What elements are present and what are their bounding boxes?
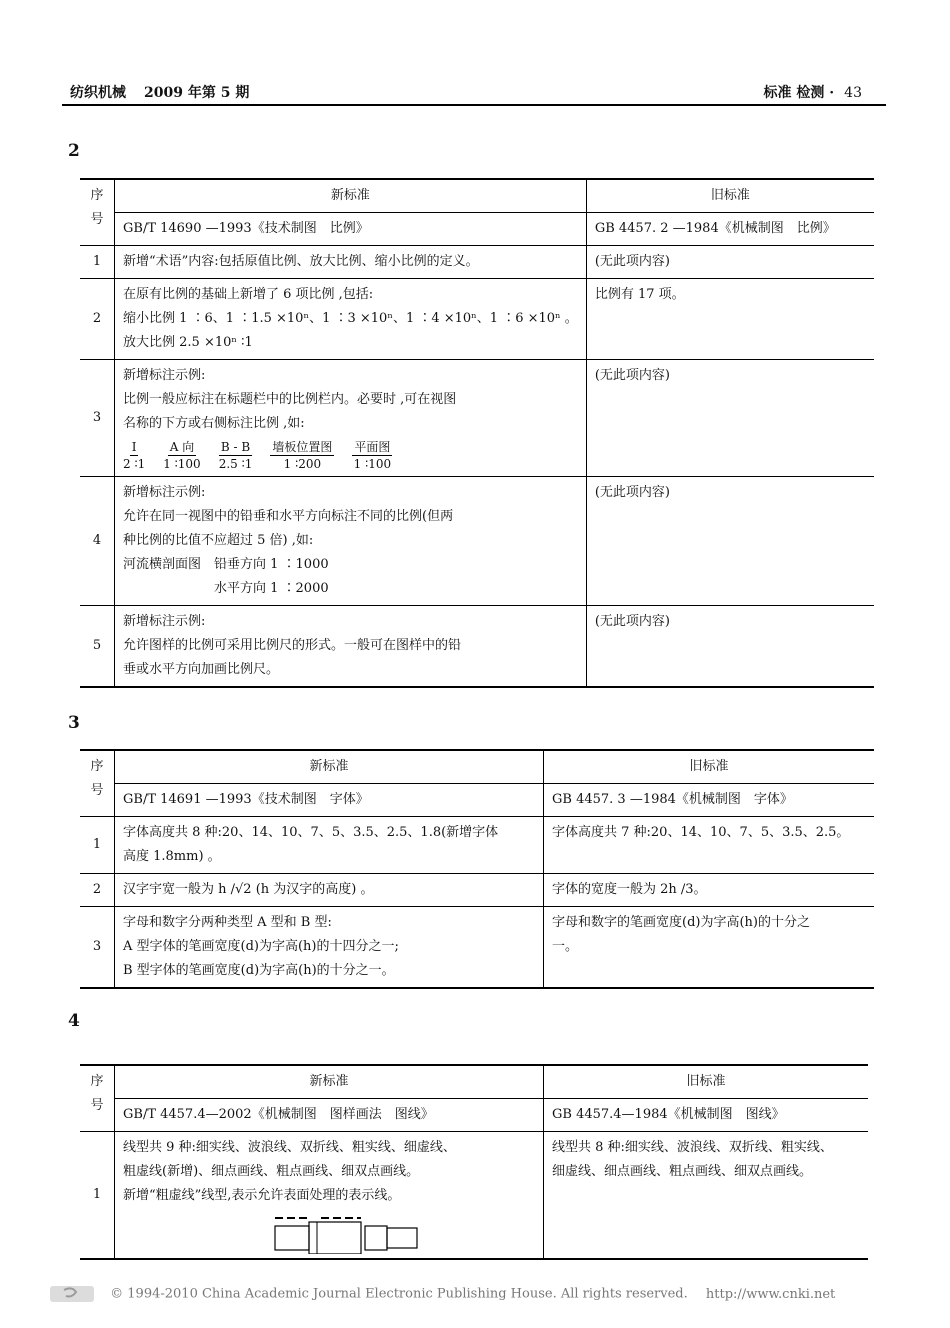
header-rule xyxy=(62,104,886,106)
new-standard-title: GB/T 14690 —1993《技术制图 比例》 xyxy=(115,213,587,246)
new-cell: 字母和数字分两种类型 A 型和 B 型: A 型字体的笔画宽度(d)为字高(h)的十四分之一; B 型字体的笔画宽度(d)为字高(h)的十分之一。 xyxy=(115,907,544,989)
section-label: 标准 检测 · xyxy=(763,85,835,101)
scale-fraction: 平面图 1 ∶100 xyxy=(353,440,392,471)
old-standard-title: GB 4457.4—1984《机械制图 图线》 xyxy=(544,1099,869,1132)
copyright-text: © 1994-2010 China Academic Journal Electronic Publishing House. All rights reserved. xyxy=(110,1286,688,1302)
table-4 xyxy=(80,1064,868,1260)
old-cell: (无此项内容) xyxy=(586,606,874,688)
new-cell: 新增标注示例: 允许在同一视图中的铅垂和水平方向标注不同的比例(但两 种比例的比值不应超过 5 倍) ,如: 河流横剖面图 铅垂方向 1 ∶1000 水平方向 1 ∶2000 xyxy=(115,477,587,606)
new-standard-header: 新标准 xyxy=(115,1065,544,1099)
journal-name: 纺织机械 xyxy=(70,85,126,101)
copyright-footer xyxy=(50,1284,910,1304)
scale-fraction: I 2 ∶1 xyxy=(123,440,146,471)
footer-url-link[interactable]: http://www.cnki.net xyxy=(705,1286,836,1302)
section-number-2: 2 xyxy=(68,141,80,161)
row-seq: 3 xyxy=(80,907,115,989)
cnki-logo-icon xyxy=(50,1284,94,1304)
seq-header: 序号 xyxy=(80,750,115,817)
table-row xyxy=(80,606,874,688)
old-standard-header: 旧标准 xyxy=(586,179,874,213)
section-number-3: 3 xyxy=(68,713,80,733)
new-standard-title: GB/T 4457.4—2002《机械制图 图样画法 图线》 xyxy=(115,1099,544,1132)
row-seq: 5 xyxy=(80,606,115,688)
row-seq: 1 xyxy=(80,246,115,279)
row-seq: 1 xyxy=(80,1132,115,1260)
old-cell: (无此项内容) xyxy=(586,246,874,279)
new-standard-header: 新标准 xyxy=(115,179,587,213)
old-cell: 线型共 8 种:细实线、波浪线、双折线、粗实线、 细虚线、细点画线、粗点画线、细双点画线。 xyxy=(544,1132,869,1260)
old-cell: 字母和数字的笔画宽度(d)为字高(h)的十分之 一。 xyxy=(544,907,875,989)
old-cell: (无此项内容) xyxy=(586,477,874,606)
table-row xyxy=(80,907,874,989)
new-cell: 在原有比例的基础上新增了 6 项比例 ,包括: 缩小比例 1 ∶6、1 ∶1.5 ×10ⁿ、1 ∶3 ×10ⁿ、1 ∶4 ×10ⁿ、1 ∶6 ×10ⁿ 。 放大比例 2.5 ×10ⁿ ∶1 xyxy=(115,279,587,360)
running-header-right xyxy=(764,82,862,102)
seq-header: 序号 xyxy=(80,179,115,246)
row-seq: 2 xyxy=(80,874,115,907)
table-2 xyxy=(80,178,874,688)
new-standard-title: GB/T 14691 —1993《技术制图 字体》 xyxy=(115,784,544,817)
new-cell: 字体高度共 8 种:20、14、10、7、5、3.5、2.5、1.8(新增字体 高度 1.8mm) 。 xyxy=(115,817,544,874)
scale-fraction: A 向 1 ∶100 xyxy=(163,440,201,471)
old-cell: 比例有 17 项。 xyxy=(586,279,874,360)
thick-dashed-line-diagram xyxy=(273,1214,423,1254)
shaft-segment xyxy=(275,1226,309,1250)
table-row xyxy=(80,874,874,907)
new-standard-header: 新标准 xyxy=(115,750,544,784)
scale-fraction: B - B 2.5 ∶1 xyxy=(218,440,253,471)
section-number-4: 4 xyxy=(68,1011,80,1031)
table-row xyxy=(80,246,874,279)
running-header-left xyxy=(70,82,249,102)
new-cell: 新增“术语”内容:包括原值比例、放大比例、缩小比例的定义。 xyxy=(115,246,587,279)
old-cell: 字体高度共 7 种:20、14、10、7、5、3.5、2.5。 xyxy=(544,817,875,874)
old-cell: 字体的宽度一般为 2h /3。 xyxy=(544,874,875,907)
new-cell: 线型共 9 种:细实线、波浪线、双折线、粗实线、细虚线、 粗虚线(新增)、细点画线、粗点画线、细双点画线。 新增“粗虚线”线型,表示允许表面处理的表示线。 xyxy=(115,1132,544,1260)
table-row xyxy=(80,1132,868,1260)
old-cell: (无此项内容) xyxy=(586,360,874,477)
seq-header: 序号 xyxy=(80,1065,115,1132)
table-row xyxy=(80,360,874,477)
row-seq: 4 xyxy=(80,477,115,606)
scale-notation-examples xyxy=(123,439,392,472)
table-row xyxy=(80,279,874,360)
new-cell: 新增标注示例: 比例一般应标注在标题栏中的比例栏内。必要时 ,可在视图 名称的下方或右侧标注比例 ,如: I 2 ∶1 A 向 1 ∶100 B - B 2.5 ∶1 墙板位置图 1 ∶200 平面图 1 ∶100 xyxy=(115,360,587,477)
scale-fraction: 墙板位置图 1 ∶200 xyxy=(272,440,333,471)
new-cell: 汉字宇宽一般为 h /√2 (h 为汉字的高度) 。 xyxy=(115,874,544,907)
shaft-segment xyxy=(365,1226,387,1250)
table-row xyxy=(80,817,874,874)
page-number: 43 xyxy=(844,85,862,101)
old-standard-header: 旧标准 xyxy=(544,750,875,784)
old-standard-header: 旧标准 xyxy=(544,1065,869,1099)
table-3 xyxy=(80,749,874,989)
old-standard-title: GB 4457. 3 —1984《机械制图 字体》 xyxy=(544,784,875,817)
old-standard-title: GB 4457. 2 —1984《机械制图 比例》 xyxy=(586,213,874,246)
row-seq: 3 xyxy=(80,360,115,477)
table-row xyxy=(80,477,874,606)
new-cell: 新增标注示例: 允许图样的比例可采用比例尺的形式。一般可在图样中的铅 垂或水平方向加画比例尺。 xyxy=(115,606,587,688)
row-seq: 1 xyxy=(80,817,115,874)
shaft-segment xyxy=(387,1228,417,1248)
row-seq: 2 xyxy=(80,279,115,360)
issue-label: 2009 年第 5 期 xyxy=(144,85,250,101)
